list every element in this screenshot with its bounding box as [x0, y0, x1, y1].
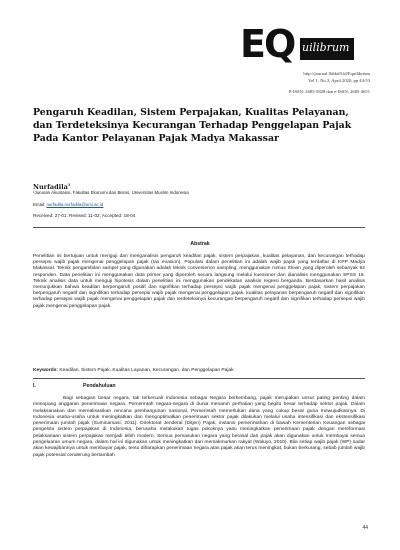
journal-issn: P-ISSN: 2685-5828 dan e-ISSN: 2685-4651 — [288, 89, 370, 94]
article-title: Pengaruh Keadilan, Sistem Perpajakan, Kualitas Pelayanan, dan Terdeteksinya Kecurangan Terhadap Penggelapan Pajak Pada Kantor Pelayanan Pajak Madya Makassar — [33, 107, 352, 144]
journal-logo — [240, 24, 360, 72]
keywords-line — [33, 368, 234, 373]
keywords-label: Keywords: — [33, 368, 59, 373]
author-superscript: 1 — [67, 182, 71, 187]
abstract-body: Penelitian ini bertujuan untuk menguji dan menganalisis pengaruh keadilan pajak, sistem perpajakan, kualitas pelayanan, dan kecurangan terhadap persepsi wajib pajak mengenai penggelapan pajak (tax evasion). Populasi dalam penelitian ini adalah wajib pajak yang terdaftar di KPP Madya Makassar. Teknik pengambilan sampel yang digunakan adalah teknik convenience sampling, menggunakan rumus Slovin yang diperoleh sebanyak 92 responden. Data penelitian ini menggunakan data primer yang diperoleh secara langsung melalui kuesioner dan dianalisis menggunakan SPSS 16. Teknik analisis data untuk menguji hipotesis dalam penelitian ini menggunakan pendekatan analisis regresi berganda. Berdasarkan hasil analisis menunjukkan bahwa keadilan berpengaruh positif dan signifikan terhadap persepsi wajib pajak mengenai penggelapan pajak, sistem perpajakan berpengaruh negatif dan signifikan terhadap persepsi wajib pajak mengenai penggelapan pajak, kualitas pelayanan berpengaruh negatif dan signifikan terhadap persepsi wajib pajak mengenai penggelapan pajak dan terdeteksinya kecurangan berpengaruh negatif dan signifikan terhadap persepsi wajib pajak mengenai penggelapan pajak. — [33, 254, 365, 309]
email-label: Email: — [33, 202, 46, 207]
section-body: Bagi sebagian besar negara, tak terkecuali Indonesia sebagai Negara berkembang, pajak merupakan unsur paling penting dalam menopang anggaran penerimaan negara. Pemerintah negara-negara di dunia menaruh perhatian yang begitu besar terhadap sektor pajak. Dalam melaksanakan dan merealisasikan rencana pembangunan nasional, Pemerintah memerlukan dana yang cukup besar guna mewujudkannya. Di Indonesia usaha-usaha untuk meningkatkan dan mengoptimalkan penerimaan sektor pajak dilakukan melalui usaha intensifikasi dan ekstensifikasi penerimaan jumlah pajak (Suminarsasi, 2011). Direktorat Jenderal (Ditjen) Pajak, instansi pemerintahan di bawah Kementerian Keuangan sebagai pengelola sistem perpajakan di Indonesia, berusaha melakukan tugas pokoknya yaitu meningkatkan penerimaan pajak dengan mereformasi pelaksanaan sistem perpajakan menjadi lebih modern. Semua pemasukan negara yang berasal dari pajak akan digunakan untuk membayai semua pengeluaran umum negara, dalam hal ini digunakan untuk meningkatkan dan memakmurkan rakyat (Waluyo, 2010). Bila setiap wajib pajak (WP) sadar akan kewajibannya untuk membayar pajak, tentu diharapkan penerimaan negara atas pajak akan terus meningkat, bukan berkurang, sebab jumlah wajib pajak potensial cenderung bertambah — [33, 396, 365, 458]
abstract-heading: Abstrak — [190, 241, 210, 247]
submission-dates: Received: 27-01; Revised: 11-02; Accepted: 18-04 — [33, 213, 136, 218]
author-affiliation: ¹Jurusan Akuntansi, Fakultas Ekonomi dan Bisnis, Universitas Muslim Indonesia — [33, 190, 189, 195]
logo-wordmark: uilibrum — [302, 41, 350, 54]
divider-top — [33, 227, 365, 228]
keywords-text: Keadilan, Sistem Pajak, Kualitas Layanan, Kecurangan, dan Penggelapan Pajak — [59, 368, 234, 373]
section-number: I. — [33, 383, 36, 389]
author-email-link[interactable]: nurfadila.nurfadila@umi.ac.id — [46, 202, 104, 207]
section-heading — [33, 383, 116, 389]
divider-bottom — [33, 378, 365, 379]
section-title: Pendahuluan — [83, 383, 116, 389]
journal-url[interactable]: http://journal.lldikti9.id/Equilibrium — [303, 71, 370, 76]
author-name-text: Nurfadila — [33, 183, 68, 192]
journal-volume: Vol 1, No 2, April 2020, pp 44-53 — [308, 78, 370, 83]
logo-eq-mark: EQ — [240, 22, 295, 66]
author-email-line — [33, 202, 103, 207]
page-number: 44 — [362, 525, 368, 531]
